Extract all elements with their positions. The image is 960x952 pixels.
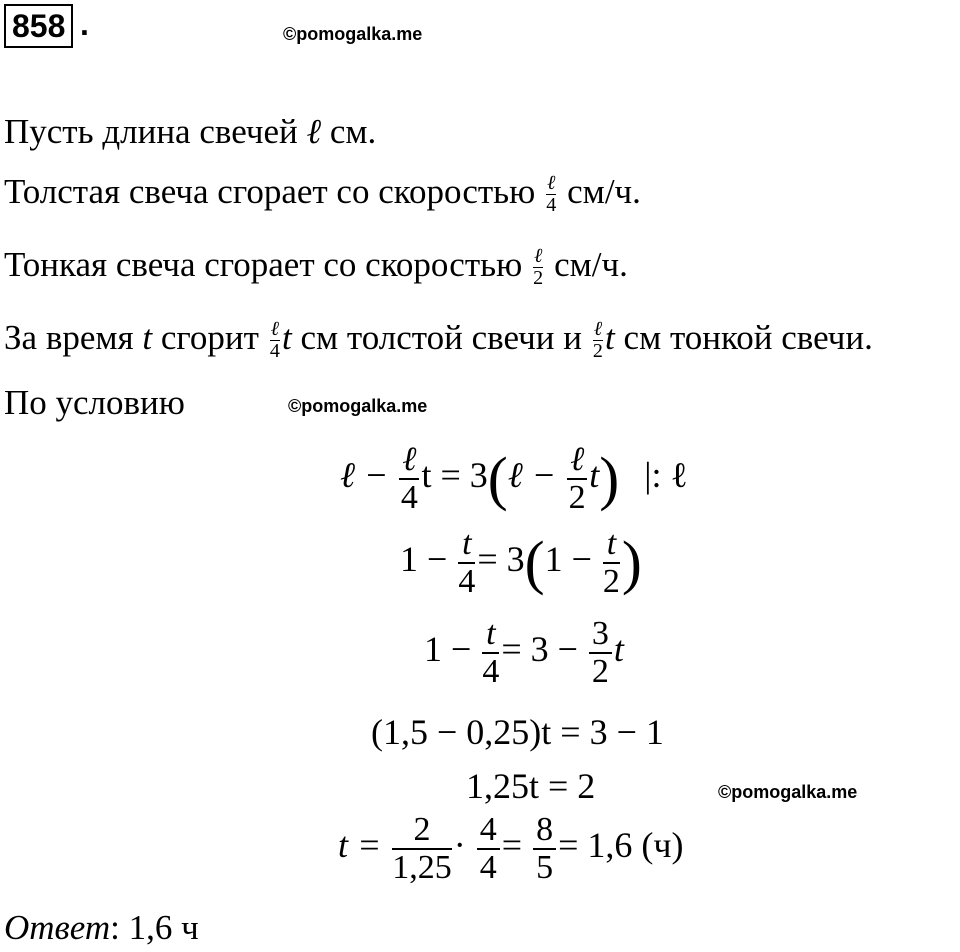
answer-value: 1,6 ч — [128, 908, 199, 947]
fraction-numerator: ℓ — [593, 318, 603, 341]
fraction-denominator: 2 — [602, 562, 620, 600]
eq2-part-b: = 3 — [477, 538, 525, 579]
fraction-numerator: 3 — [589, 616, 612, 654]
fraction-denominator: 4 — [269, 340, 280, 363]
answer-colon: : — [110, 908, 120, 947]
fraction-2-over-1-25 — [392, 812, 452, 885]
fraction-numerator: ℓ — [533, 245, 543, 268]
fraction-3-over-2 — [589, 616, 612, 689]
line-4-text-c: см толстой свечи и — [300, 318, 582, 357]
fraction-denominator: 4 — [479, 848, 497, 886]
line-4-text-b: сгорит — [160, 318, 259, 357]
fraction-t-over-4 — [458, 526, 475, 599]
fraction-numerator: t — [482, 616, 499, 654]
watermark-top: ©pomogalka.me — [283, 24, 423, 44]
eq3-part-a: 1 − — [424, 628, 472, 669]
fraction-numerator: ℓ — [547, 172, 556, 195]
eq6-part-b: · — [453, 824, 466, 865]
fraction-denominator: 2 — [568, 478, 586, 516]
equation-4: (1,5 − 0,25)t = 3 − 1 — [371, 712, 664, 752]
line-3-text-a: Тонкая свеча сгорает со скоростью — [4, 245, 523, 284]
fraction-numerator: 2 — [392, 812, 452, 850]
eq6-part-a: t = — [338, 824, 382, 865]
task-number: 858 — [4, 4, 73, 48]
eq1-part-c: ℓ − — [507, 454, 557, 495]
watermark-middle: ©pomogalka.me — [288, 396, 428, 416]
task-number-dot: . — [80, 6, 89, 42]
fraction-4-over-4 — [477, 812, 500, 885]
equation-1 — [340, 442, 688, 515]
fraction-t-over-4 — [482, 616, 499, 689]
fraction-denominator: 5 — [536, 848, 554, 886]
left-paren: ( — [524, 529, 545, 596]
line-5: По условию — [4, 383, 185, 422]
eq1-part-a: ℓ − — [340, 454, 389, 495]
answer-label: Ответ — [4, 908, 111, 947]
line-4 — [4, 318, 873, 362]
fraction-8-over-5 — [533, 812, 556, 885]
fraction-l-over-4 — [399, 442, 419, 515]
var-l: ℓ — [306, 112, 322, 151]
answer-line — [4, 908, 199, 948]
fraction-l-over-4 — [270, 319, 280, 362]
fraction-numerator: 8 — [533, 812, 556, 850]
fraction-denominator: 4 — [546, 194, 557, 217]
eq3-part-c: t — [613, 628, 624, 669]
line-2-text-b: см/ч. — [567, 172, 641, 211]
equation-6 — [338, 812, 684, 885]
line-2 — [4, 172, 641, 216]
fraction-denominator: 4 — [482, 652, 500, 690]
fraction-numerator: t — [458, 526, 475, 564]
line-1-text-b: см. — [329, 112, 377, 151]
fraction-numerator: ℓ — [270, 318, 280, 341]
fraction-t-over-2 — [603, 526, 620, 599]
eq3-part-b: = 3 − — [501, 628, 578, 669]
right-paren: ) — [599, 445, 620, 512]
eq6-part-d: = 1,6 (ч) — [558, 824, 684, 865]
fraction-denominator: 1,25 — [392, 848, 452, 886]
fraction-l-over-2 — [533, 246, 543, 289]
var-t: t — [142, 318, 153, 357]
line-3-text-b: см/ч. — [554, 245, 628, 284]
line-4-text-a: За время — [4, 318, 134, 357]
var-t: t — [605, 318, 615, 357]
equation-2 — [400, 526, 642, 599]
fraction-l-over-2 — [593, 319, 603, 362]
line-3 — [4, 245, 628, 289]
fraction-numerator: t — [603, 526, 620, 564]
fraction-denominator: 2 — [592, 340, 603, 363]
fraction-denominator: 4 — [458, 562, 476, 600]
fraction-numerator: ℓ — [399, 442, 419, 480]
line-1-text-a: Пусть длина свечей — [4, 112, 298, 151]
eq2-part-c: 1 − — [544, 538, 592, 579]
fraction-numerator: ℓ — [567, 442, 587, 480]
right-paren: ) — [621, 529, 642, 596]
fraction-l-over-4 — [546, 173, 556, 216]
line-4-text-d: см тонкой свечи. — [623, 318, 873, 357]
watermark-bottom: ©pomogalka.me — [718, 782, 858, 802]
eq1-divide-note: |: ℓ — [644, 454, 688, 495]
fraction-l-over-2 — [567, 442, 587, 515]
fraction-denominator: 2 — [591, 652, 609, 690]
eq2-part-a: 1 − — [400, 538, 448, 579]
eq6-part-c: = — [501, 824, 523, 865]
equation-3 — [424, 616, 624, 689]
eq1-part-d: t — [589, 454, 600, 495]
var-t: t — [282, 318, 292, 357]
fraction-denominator: 4 — [400, 478, 418, 516]
line-2-text-a: Толстая свеча сгорает со скоростью — [4, 172, 536, 211]
left-paren: ( — [487, 445, 508, 512]
line-1 — [4, 112, 376, 152]
fraction-denominator: 2 — [533, 267, 544, 290]
fraction-numerator: 4 — [477, 812, 500, 850]
equation-5: 1,25t = 2 — [466, 766, 596, 806]
eq1-part-b: t = 3 — [421, 454, 488, 495]
